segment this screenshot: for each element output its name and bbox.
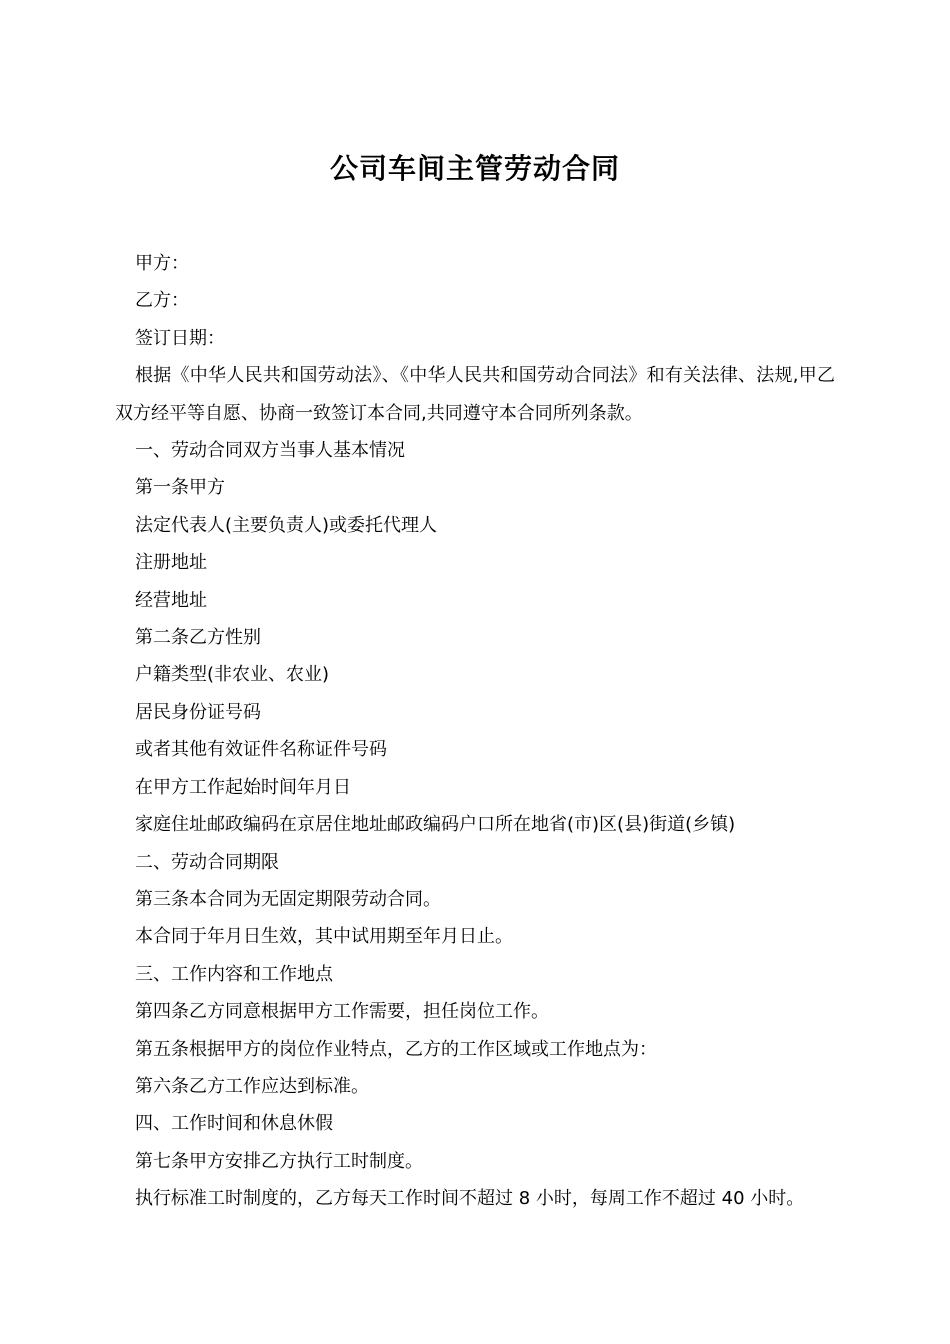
article-3: 第三条本合同为无固定期限劳动合同。 bbox=[135, 888, 441, 910]
article-2: 第二条乙方性别 bbox=[135, 627, 261, 649]
standard-hours-line: 执行标准工时制度的，乙方每天工作时间不超过 8 小时，每周工作不超过 40 小时。 bbox=[135, 1188, 805, 1210]
section-heading-1: 一、劳动合同双方当事人基本情况 bbox=[135, 440, 405, 462]
party-b-line: 乙方： bbox=[135, 290, 189, 312]
article-6: 第六条乙方工作应达到标准。 bbox=[135, 1075, 369, 1097]
legal-representative-line: 法定代表人(主要负责人)或委托代理人 bbox=[135, 514, 438, 536]
document-title: 公司车间主管劳动合同 bbox=[329, 151, 620, 185]
signing-date-line: 签订日期： bbox=[135, 327, 225, 349]
article-7: 第七条甲方安排乙方执行工时制度。 bbox=[135, 1150, 423, 1172]
section-heading-3: 三、工作内容和工作地点 bbox=[135, 963, 333, 985]
document-body bbox=[115, 245, 835, 1218]
preamble-paragraph: 根据《中华人民共和国劳动法》、《中华人民共和国劳动合同法》和有关法律、法规,甲乙双方经平等自愿、协商一致签订本合同,共同遵守本合同所列条款。 bbox=[115, 365, 835, 424]
other-id-line: 或者其他有效证件名称证件号码 bbox=[135, 739, 387, 761]
id-number-line: 居民身份证号码 bbox=[135, 701, 261, 723]
party-a-line: 甲方： bbox=[135, 253, 189, 274]
section-heading-2: 二、劳动合同期限 bbox=[135, 851, 279, 873]
section-heading-4: 四、工作时间和休息休假 bbox=[135, 1113, 333, 1135]
article-1: 第一条甲方 bbox=[135, 477, 225, 499]
home-address-line: 家庭住址邮政编码在京居住地址邮政编码户口所在地省(市)区(县)街道(乡镇) bbox=[135, 814, 736, 836]
registered-address-line: 注册地址 bbox=[135, 552, 207, 574]
effective-date-line: 本合同于年月日生效，其中试用期至年月日止。 bbox=[135, 926, 513, 948]
article-5: 第五条根据甲方的岗位作业特点，乙方的工作区域或工作地点为： bbox=[135, 1038, 657, 1060]
business-address-line: 经营地址 bbox=[135, 589, 207, 611]
article-4: 第四条乙方同意根据甲方工作需要，担任岗位工作。 bbox=[135, 1001, 549, 1023]
household-type-line: 户籍类型(非农业、农业) bbox=[135, 664, 330, 686]
start-date-line: 在甲方工作起始时间年月日 bbox=[135, 776, 351, 798]
